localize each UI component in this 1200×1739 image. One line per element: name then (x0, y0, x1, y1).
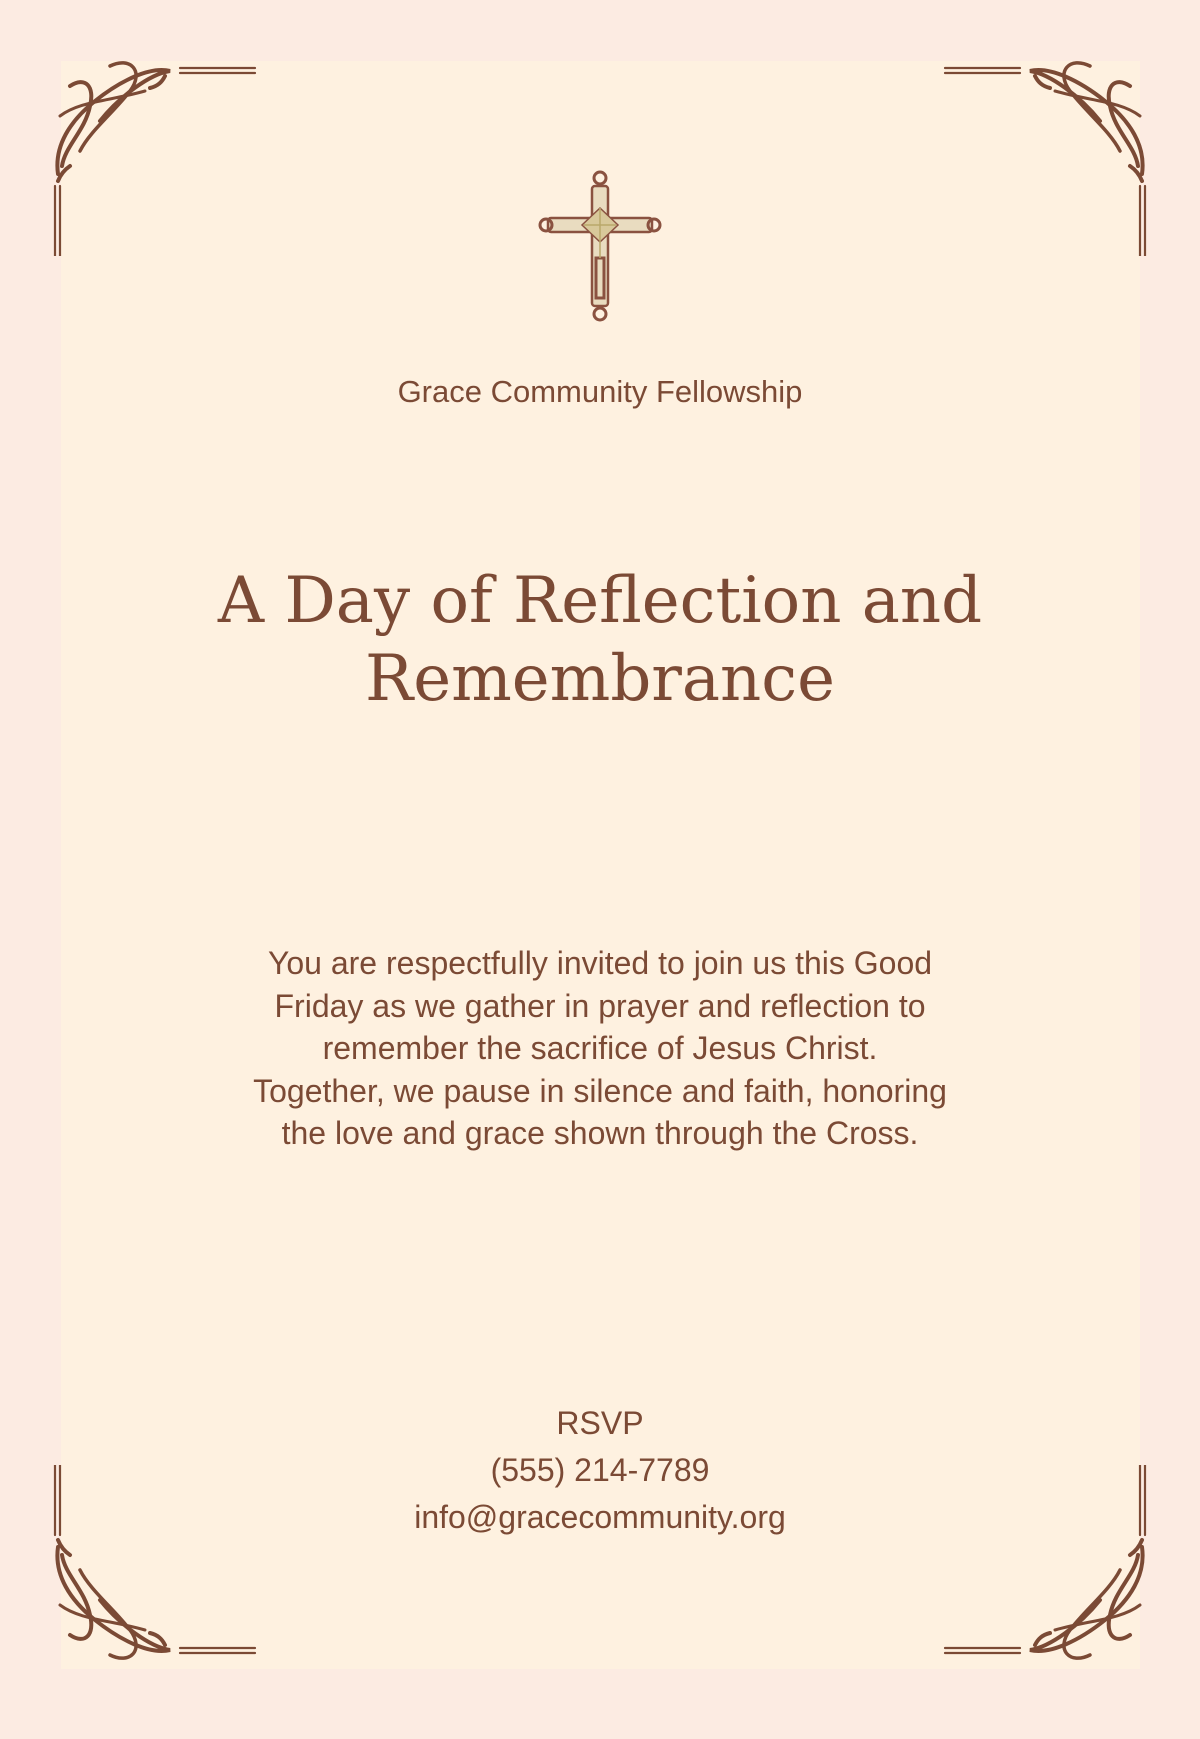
corner-ornament-top-right (940, 46, 1150, 256)
message-line: Friday as we gather in prayer and reflection to (274, 987, 926, 1024)
corner-ornament-top-left (50, 46, 260, 256)
title-line: A Day of Reflection and (217, 564, 983, 638)
message-line: the love and grace shown through the Cross. (281, 1115, 919, 1151)
invitation-message (0, 942, 1200, 1155)
rsvp-label: RSVP (556, 1405, 644, 1441)
cross-icon (538, 168, 662, 324)
rsvp-section (0, 1400, 1200, 1541)
rsvp-phone: (555) 214-7789 (490, 1452, 710, 1488)
message-line: You are respectfully invited to join us this Good (267, 945, 933, 981)
invitation-title (0, 562, 1200, 718)
message-line: Together, we pause in silence and faith, honoring (253, 1072, 947, 1109)
title-line: Remembrance (365, 642, 835, 716)
organization-name: Grace Community Fellowship (397, 374, 803, 409)
rsvp-email: info@gracecommunity.org (414, 1499, 786, 1535)
message-line: remember the sacrifice of Jesus Christ. (322, 1030, 878, 1066)
